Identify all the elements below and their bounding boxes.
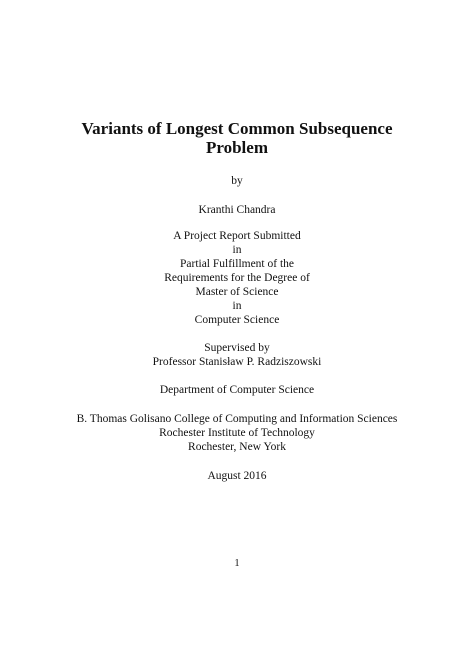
submission-date: August 2016 xyxy=(207,470,267,482)
supervisor-name: Professor Stanisław P. Radziszowski xyxy=(152,356,322,368)
report-title-line-1: Variants of Longest Common Subsequence xyxy=(81,119,393,138)
submission-line-2: in xyxy=(232,244,242,256)
supervised-by-label: Supervised by xyxy=(204,342,270,354)
submission-line-1: A Project Report Submitted xyxy=(173,230,301,242)
institute-location: Rochester, New York xyxy=(188,441,286,453)
by-label: by xyxy=(231,175,243,187)
page-number: 1 xyxy=(234,558,240,569)
submission-line-4: Requirements for the Degree of xyxy=(164,272,310,284)
submission-line-6: in xyxy=(232,300,242,312)
report-title-line-2: Problem xyxy=(205,138,268,157)
degree-name: Master of Science xyxy=(195,286,279,298)
author-name: Kranthi Chandra xyxy=(198,204,276,216)
department-name: Department of Computer Science xyxy=(159,384,315,396)
institute-name: Rochester Institute of Technology xyxy=(159,427,315,439)
field-of-study: Computer Science xyxy=(194,314,280,326)
college-name: B. Thomas Golisano College of Computing and Information Sciences xyxy=(76,413,398,425)
submission-line-3: Partial Fulfillment of the xyxy=(179,258,295,270)
